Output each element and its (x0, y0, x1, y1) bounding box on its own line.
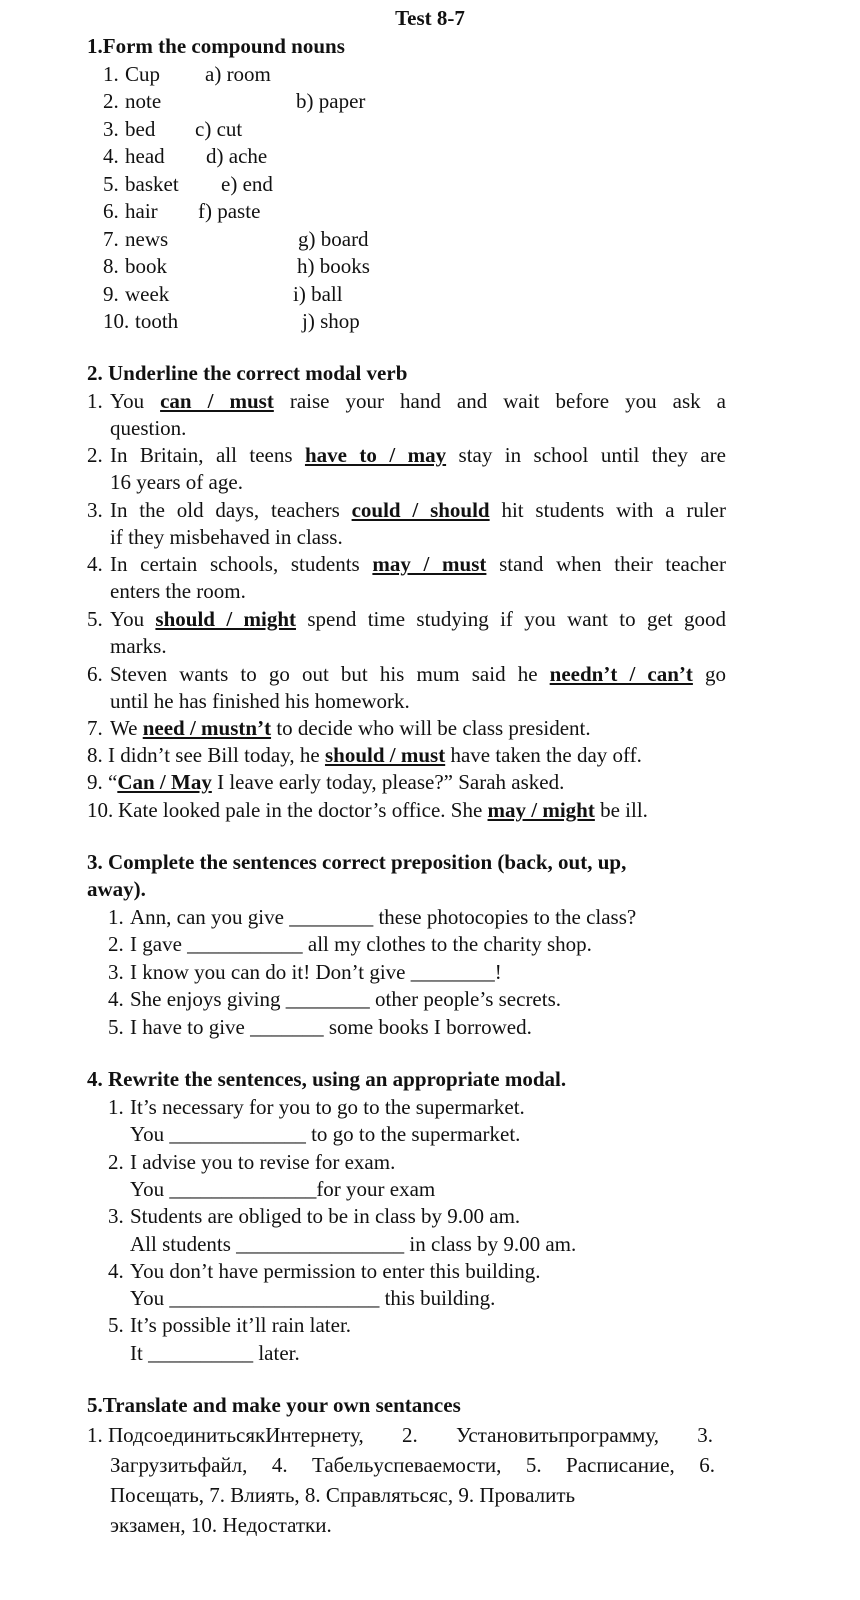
modal-choice: should / must (324, 743, 446, 767)
section-3-heading-cont: away). (87, 877, 146, 901)
section-3-heading: 3. Complete the sentences correct preposition (back, out, up, (87, 850, 627, 874)
modal-choice: can / must (160, 389, 274, 413)
modal-choice: needn’t / can’t (549, 662, 693, 686)
modal-choice: Can / May (117, 770, 212, 794)
translate-line: Посещать, 7. Влиять, 8. Справлятьсяс, 9. Провалить (110, 1483, 576, 1507)
section-1-heading: 1.Form the compound nouns (87, 34, 345, 58)
section-5-heading: 5.Translate and make your own sentances (87, 1393, 461, 1417)
modal-choice: may / must (372, 552, 487, 576)
translate-line: Загрузитьфайл, 4. Табельуспеваемости, 5. Расписание, 6. (110, 1453, 715, 1477)
modal-choice: should / might (155, 607, 297, 631)
modal-choice: could / should (351, 498, 490, 522)
test-title: Test 8-7 (395, 6, 465, 30)
section-4-heading: 4. Rewrite the sentences, using an appropriate modal. (87, 1067, 567, 1091)
translate-line: ПодсоединитьсякИнтернету, 2. Установитьпрограмму, 3. (108, 1423, 713, 1447)
modal-choice: may / might (487, 798, 595, 822)
modal-choice: need / mustn’t (142, 716, 272, 740)
section-2-heading: 2. Underline the correct modal verb (87, 361, 408, 385)
translate-line: экзамен, 10. Недостатки. (110, 1513, 332, 1537)
list-number: 1. (87, 1423, 103, 1447)
modal-choice: have to / may (304, 443, 447, 467)
